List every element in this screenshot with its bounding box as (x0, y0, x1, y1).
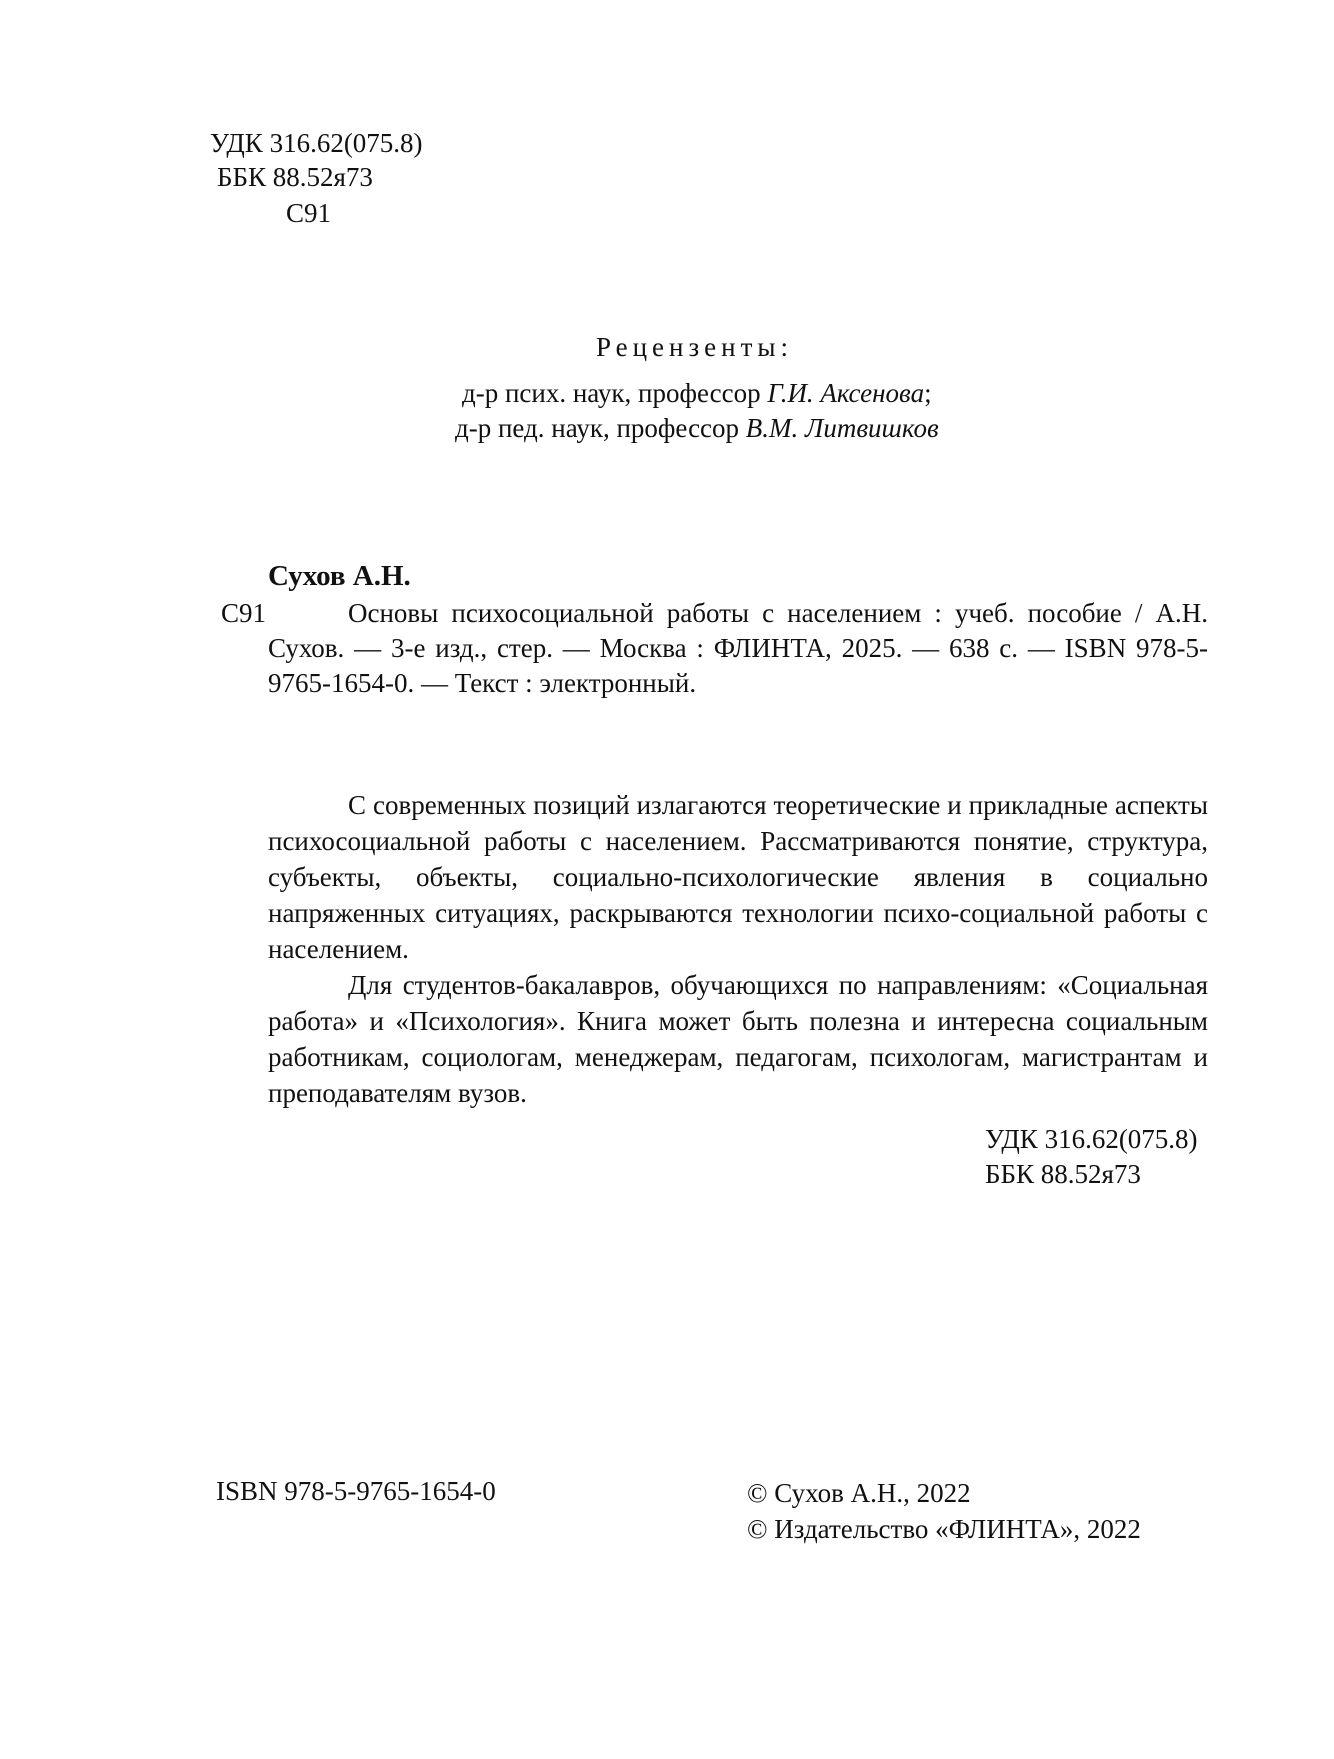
bbk-code: ББК 88.52я73 (217, 162, 373, 192)
bibliographic-record: Основы психосоциальной работы с населением : учеб. пособие / А.Н. Сухов. — 3-е изд., стер. — Москва : ФЛИНТА, 2025. — 638 с. — ISBN 978-5-9765-1654-0. — Текст : электронный. (268, 598, 1208, 698)
reviewer-degree: д-р псих. наук, профессор (462, 378, 761, 408)
reviewers-heading: Рецензенты: (595, 332, 794, 362)
author-mark: С91 (221, 598, 267, 628)
copyright-line: © Издательство «ФЛИНТА», 2022 (747, 1514, 1141, 1544)
isbn: ISBN 978-5-9765-1654-0 (216, 1476, 496, 1506)
annotation (268, 787, 1208, 1111)
bbk-code-bottom: ББК 88.52я73 (985, 1159, 1141, 1189)
reviewer-line (462, 376, 932, 412)
reviewer-name: В.М. Литвишков (745, 413, 939, 443)
reviewer-name: Г.И. Аксенова (767, 378, 925, 408)
author-heading: Сухов А.Н. (268, 560, 411, 592)
copyright-line: © Сухов А.Н., 2022 (747, 1478, 971, 1508)
annotation-paragraph: С современных позиций излагаются теоретические и прикладные аспекты психосоциальной работы с населением. Рассматриваются понятие, структура, субъекты, объекты, социально-психологические явления в социально напряженных ситуациях, раскрываются технологии психо-социальной работы с населением. (268, 790, 1208, 964)
udk-code: УДК 316.62(075.8) (210, 128, 423, 158)
reviewer-degree: д-р пед. наук, профессор (455, 413, 740, 443)
annotation-paragraph: Для студентов-бакалавров, обучающихся по направлениям: «Социальная работа» и «Психология». Книга может быть полезна и интересна социальным работникам, социологам, менеджерам, педагогам, психологам, магистрантам и преподавателям вузов. (268, 970, 1208, 1108)
author-mark: С91 (286, 198, 332, 228)
reviewer-suffix: ; (924, 378, 932, 408)
udk-code-bottom: УДК 316.62(075.8) (985, 1124, 1198, 1154)
reviewer-line (455, 411, 939, 447)
